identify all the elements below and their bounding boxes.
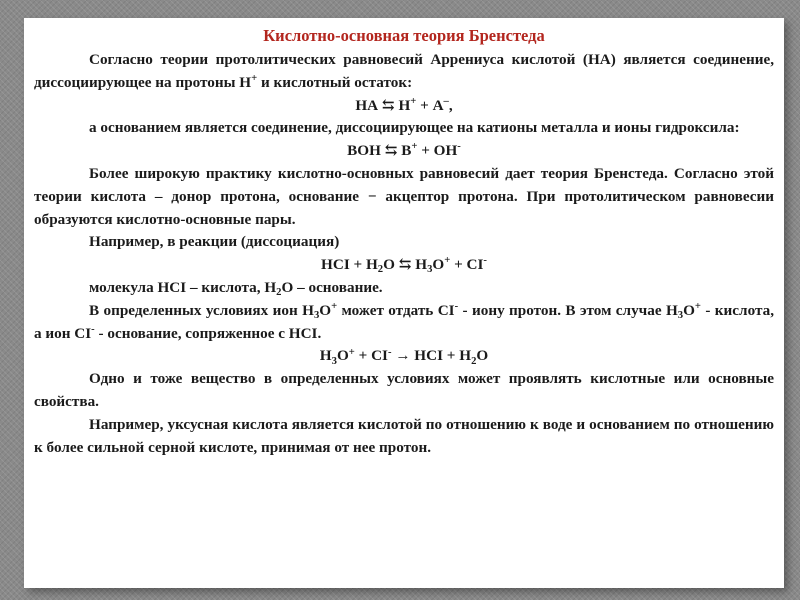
slide-title: Кислотно-основная теория Бренстеда — [263, 26, 545, 45]
text: O – основание. — [281, 278, 383, 296]
text: может отдать CI — [337, 301, 455, 319]
text: O — [336, 347, 349, 365]
subscript: 3 — [331, 355, 337, 367]
superscript: + — [331, 300, 338, 312]
equation-base-dissociation — [34, 140, 774, 163]
subscript: 2 — [276, 287, 282, 299]
text: - иону протон. В этом случае H — [458, 301, 678, 319]
superscript: + — [694, 300, 701, 312]
subscript: 3 — [677, 309, 684, 321]
superscript: - — [91, 323, 95, 335]
text: + ОН — [417, 142, 458, 160]
superscript: - — [454, 300, 459, 312]
text: НCI + H — [321, 256, 378, 274]
text: В определенных условиях ион H — [89, 301, 314, 319]
superscript: + — [410, 95, 417, 107]
superscript: + — [411, 141, 418, 153]
text: молекула НCI – кислота, H — [89, 278, 277, 296]
equation-hcl-water — [34, 254, 774, 277]
paragraph-amphoteric: Одно и тоже вещество в определенных условиях может проявлять кислотные или основные свойства. — [34, 370, 774, 410]
text: → НCI + H — [391, 347, 472, 365]
text: , — [448, 96, 453, 114]
text: ВОН ⇆ В — [347, 142, 412, 160]
text: O — [476, 347, 489, 365]
text: O — [432, 256, 445, 274]
subscript: 2 — [471, 355, 477, 367]
equation-hydronium-chloride — [34, 345, 774, 368]
text: O — [683, 301, 695, 319]
superscript: + — [251, 72, 258, 84]
superscript: - — [457, 141, 461, 153]
text: O ⇆ H — [383, 256, 428, 274]
superscript: - — [483, 255, 487, 267]
subscript: 3 — [313, 309, 320, 321]
superscript: + — [348, 346, 355, 358]
slide-content — [34, 24, 774, 459]
paragraph-hcl-acid — [34, 277, 774, 300]
text: НА ⇆ Н — [355, 96, 411, 114]
text: и кислотный остаток: — [257, 73, 413, 91]
superscript: - — [387, 346, 392, 358]
text: - основание, сопряженное с НCI. — [94, 324, 322, 342]
text: + А — [416, 96, 444, 114]
paragraph-bronsted-theory: Более широкую практику кислотно-основных равновесий дает теория Бренстеда. Согласно этой теории кислота – донор протона, основание − акцептор протона. При протолитическом равновесии образуются кислотно-основные пары. — [34, 164, 774, 228]
subscript: 2 — [377, 264, 384, 276]
text: + CI — [450, 256, 484, 274]
paragraph-acetic-acid: Например, уксусная кислота является кислотой по отношению к воде и основанием по отношению к более сильной серной кислоте, принимая от нее протон. — [34, 415, 774, 456]
slide — [24, 18, 784, 588]
subscript: 3 — [427, 264, 433, 276]
text: H — [319, 347, 332, 365]
paragraph-example-intro: Например, в реакции (диссоциация) — [89, 233, 340, 251]
equation-acid-dissociation — [34, 95, 774, 118]
paragraph-arrhenius-acid — [34, 49, 774, 95]
text: - кислота, а ион CI — [34, 301, 774, 342]
text: Согласно теории протолитических равновесий Аррениуса кислотой (НА) является соединение, диссоциирующее на протоны Н — [34, 51, 774, 91]
paragraph-hydronium — [34, 300, 774, 346]
paragraph-arrhenius-base: а основанием является соединение, диссоциирующее на катионы металла и ионы гидроксила: — [89, 119, 740, 137]
superscript: – — [443, 95, 449, 107]
text: O — [319, 301, 332, 319]
superscript: + — [444, 255, 451, 267]
text: + CI — [354, 347, 388, 365]
